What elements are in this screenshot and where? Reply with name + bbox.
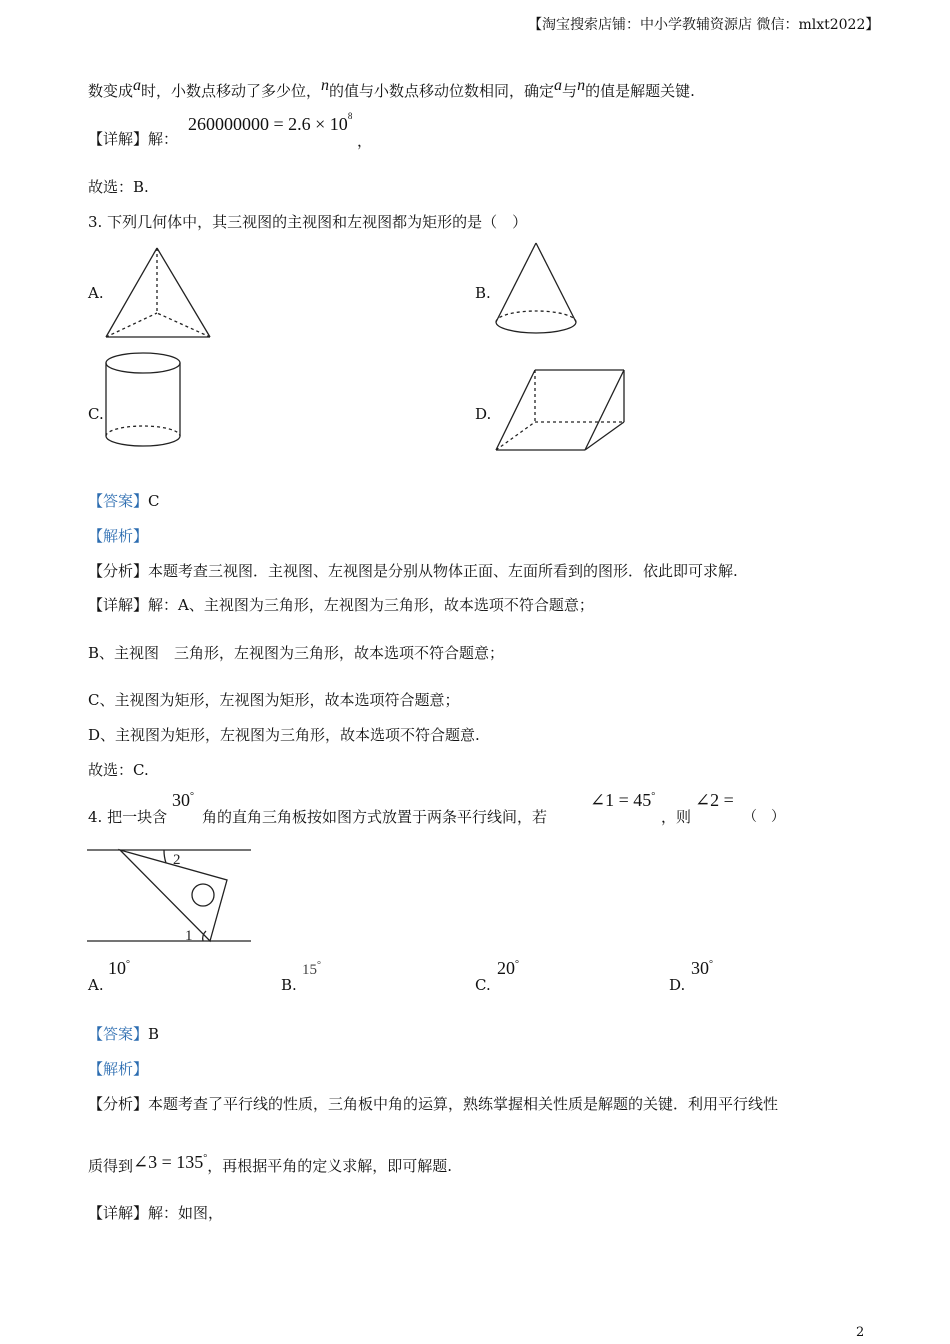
var-n: n: [321, 77, 330, 94]
q4-option-d-value: [691, 958, 713, 979]
q3-option-a-label: A.: [88, 284, 104, 302]
q4-detail: 【详解】解：如图，: [88, 1204, 224, 1222]
text: 的值与小数点移动位数相同，确定: [329, 82, 555, 100]
q4-angle-30: [172, 790, 194, 811]
value: 15: [302, 962, 317, 978]
degree-symbol: °: [126, 959, 130, 970]
q4-option-b-value: [302, 960, 321, 979]
triangular-pyramid-figure: [100, 245, 220, 345]
q2-choice: 故选：B.: [88, 178, 149, 196]
q4-answer: [88, 1023, 159, 1044]
cylinder-figure: [100, 350, 190, 455]
answer-label: 【答案】: [88, 492, 149, 510]
q4-analysis-text-2: [88, 1152, 453, 1176]
answer-value: C: [148, 492, 160, 510]
formula-main: 260000000 = 2.6 × 10: [188, 114, 348, 134]
degree-symbol: °: [203, 1153, 208, 1164]
degree-symbol: °: [651, 791, 656, 802]
answer-label: 【答案】: [88, 1025, 149, 1043]
angle3-formula: [133, 1152, 207, 1172]
text: 时，小数点移动了多少位，: [141, 82, 322, 100]
q2-explanation-line: [88, 77, 695, 101]
degree-symbol: °: [190, 791, 194, 802]
q4-option-a-label: A.: [88, 976, 104, 994]
text: 的值是解题关键.: [585, 82, 695, 100]
var-a: a: [133, 77, 142, 94]
q4-analysis-text-1: 【分析】本题考查了平行线的性质，三角板中角的运算，熟练掌握相关性质是解题的关键．利用平行线性: [88, 1095, 779, 1113]
value: 30: [691, 958, 709, 978]
parallel-lines-triangle-figure: [85, 840, 260, 950]
q2-formula-tail: ，: [357, 132, 373, 150]
var-a: a: [554, 77, 563, 94]
q3-option-b-label: B.: [475, 284, 491, 302]
value: 20: [497, 958, 515, 978]
q3-detail-4: D、主视图为矩形，左视图为三角形，故本选项不符合题意.: [88, 726, 480, 744]
angle-value: 30: [172, 790, 190, 810]
answer-value: B: [148, 1025, 160, 1043]
q4-stem-c: ，则: [661, 808, 692, 826]
q4-option-b-label: B.: [281, 976, 297, 994]
q3-detail-2: B、主视图 三角形，左视图为三角形，故本选项不符合题意；: [88, 644, 505, 662]
q4-option-a-value: [108, 958, 130, 979]
q4-option-d-label: D.: [669, 976, 686, 994]
value: 10: [108, 958, 126, 978]
header-watermark: 【淘宝搜索店铺：中小学教辅资源店 微信：mlxt2022】: [528, 17, 880, 33]
q4-option-c-label: C.: [475, 976, 491, 994]
formula: ∠3 = 135: [133, 1152, 204, 1172]
figure-label-2: 2: [173, 852, 181, 868]
q4-ask: ∠2 =: [695, 790, 734, 810]
degree-symbol: °: [317, 960, 321, 971]
q4-stem-b: 角的直角三角板按如图方式放置于两条平行线间，若: [202, 808, 548, 826]
q3-analysis-text: 【分析】本题考查三视图．主视图、左视图是分别从物体正面、左面所看到的图形．依此即可求解.: [88, 562, 738, 580]
q2-detail-label: 【详解】解：: [88, 130, 179, 148]
q3-option-c-label: C.: [88, 405, 104, 423]
text: ，再根据平角的定义求解，即可解题.: [207, 1157, 453, 1175]
text: 与: [562, 82, 578, 100]
degree-symbol: °: [515, 959, 519, 970]
q3-analysis-label: 【解析】: [88, 527, 149, 545]
q3-stem: 3. 下列几何体中，其三视图的主视图和左视图都为矩形的是（ ）: [88, 213, 528, 231]
triangular-prism-figure: [490, 365, 630, 455]
degree-symbol: °: [709, 959, 713, 970]
var-n: n: [577, 77, 586, 94]
q4-option-c-value: [497, 958, 519, 979]
q3-detail-3: C、主视图为矩形，左视图为矩形，故本选项符合题意；: [88, 691, 460, 709]
q3-answer: [88, 490, 160, 511]
q3-option-d-label: D.: [475, 405, 492, 423]
q4-condition: [590, 790, 655, 811]
q2-formula: [188, 111, 353, 135]
formula-exponent: 8: [347, 111, 353, 121]
q4-paren: （ ）: [743, 809, 785, 825]
q3-choice: 故选：C.: [88, 761, 149, 779]
q4-analysis-label: 【解析】: [88, 1060, 149, 1078]
text: 数变成: [88, 82, 134, 100]
q4-stem-a: 4. 把一块含: [88, 808, 168, 826]
condition-text: ∠1 = 45: [590, 790, 652, 810]
figure-label-1: 1: [185, 928, 193, 944]
cone-figure: [490, 240, 585, 340]
q3-detail-1: 【详解】解：A、主视图为三角形，左视图为三角形，故本选项不符合题意；: [88, 596, 594, 614]
text: 质得到: [88, 1157, 134, 1175]
page-number: 2: [856, 1325, 865, 1340]
